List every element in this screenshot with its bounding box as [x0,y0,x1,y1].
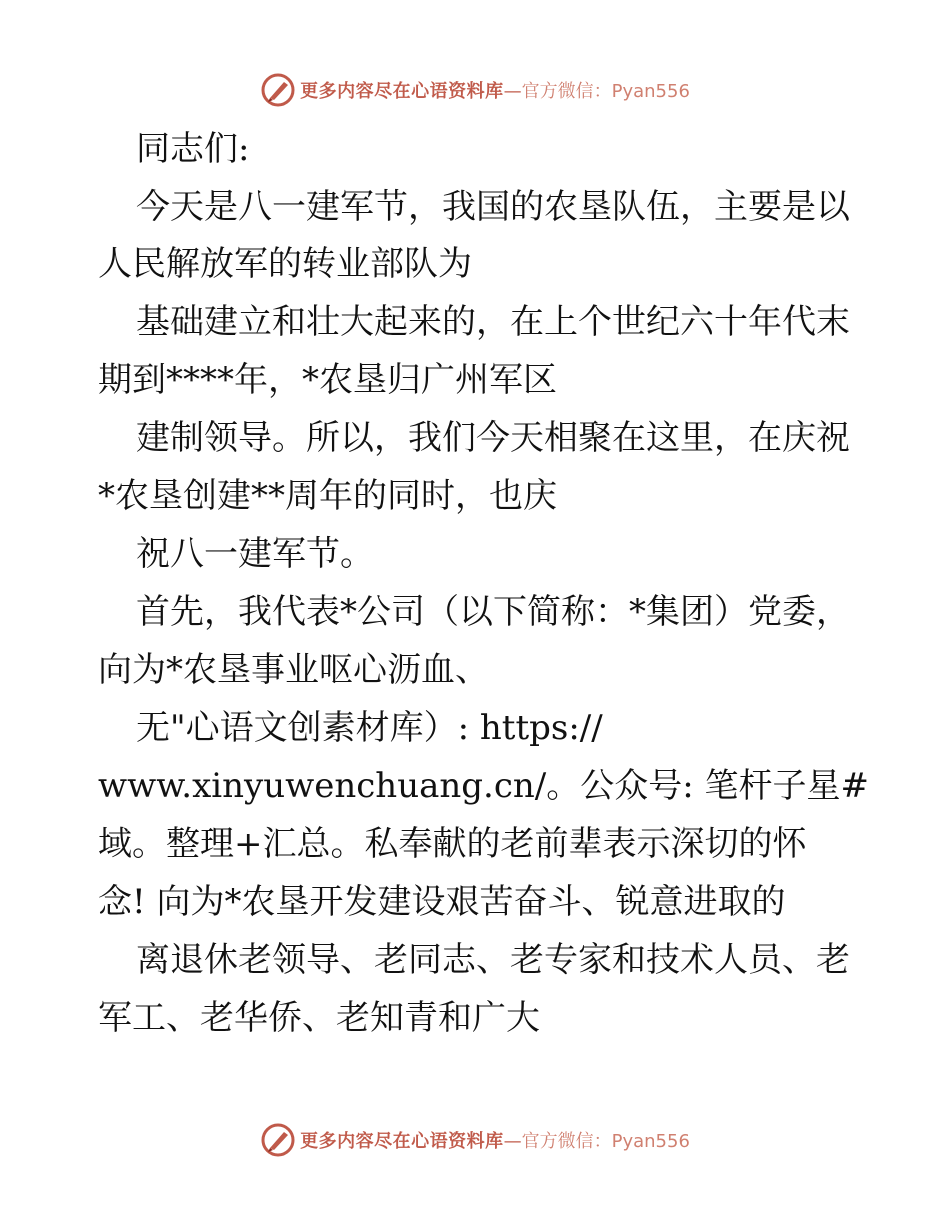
paragraph-line: 人民解放军的转业部队为 [98,244,472,284]
banner-wechat-label: 官方微信： [521,1131,612,1152]
paragraph-line: www.xinyuwenchuang.cn/。公众号: 笔杆子星# [98,766,869,806]
paragraph-line: 离退休老领导、老同志、老专家和技术人员、老 [136,940,850,980]
paragraph-line: 基础建立和壮大起来的，在上个世纪六十年代末 [136,302,850,342]
banner-title: 更多内容尽在心语资料库 [300,81,504,102]
paragraph-line: 首先，我代表*公司（以下简称：*集团）党委， [136,592,850,632]
banner-title: 更多内容尽在心语资料库 [300,1131,504,1152]
footer-watermark-banner [0,1120,950,1160]
paragraph-line: 期到****年，*农垦归广州军区 [98,360,557,400]
paragraph-line: 向为*农垦事业呕心沥血、 [98,650,489,690]
banner-wechat-label: 官方微信： [521,81,612,102]
banner-dash: — [503,1131,522,1152]
paragraph-line: 域。整理+汇总。私奉献的老前辈表示深切的怀 [98,824,807,864]
paragraph-line: 军工、老华侨、老知青和广大 [98,998,540,1038]
pen-logo-icon [260,72,296,108]
header-watermark-banner [0,70,950,110]
salutation-line: 同志们: [136,129,250,169]
paragraph-line: 祝八一建军节。 [136,534,374,574]
paragraph-line: 念! 向为*农垦开发建设艰苦奋斗、锐意进取的 [98,882,786,922]
paragraph-line: 今天是八一建军节，我国的农垦队伍，主要是以 [136,187,850,227]
banner-dash: — [503,81,522,102]
pen-logo-icon [260,1122,296,1158]
paragraph-line: 无"心语文创素材库）: https:// [136,708,603,748]
banner-wechat-id: Pyan556 [611,1131,690,1152]
paragraph-line: *农垦创建**周年的同时，也庆 [98,476,557,516]
paragraph-line: 建制领导。所以，我们今天相聚在这里，在庆祝 [136,418,850,458]
banner-wechat-id: Pyan556 [611,81,690,102]
